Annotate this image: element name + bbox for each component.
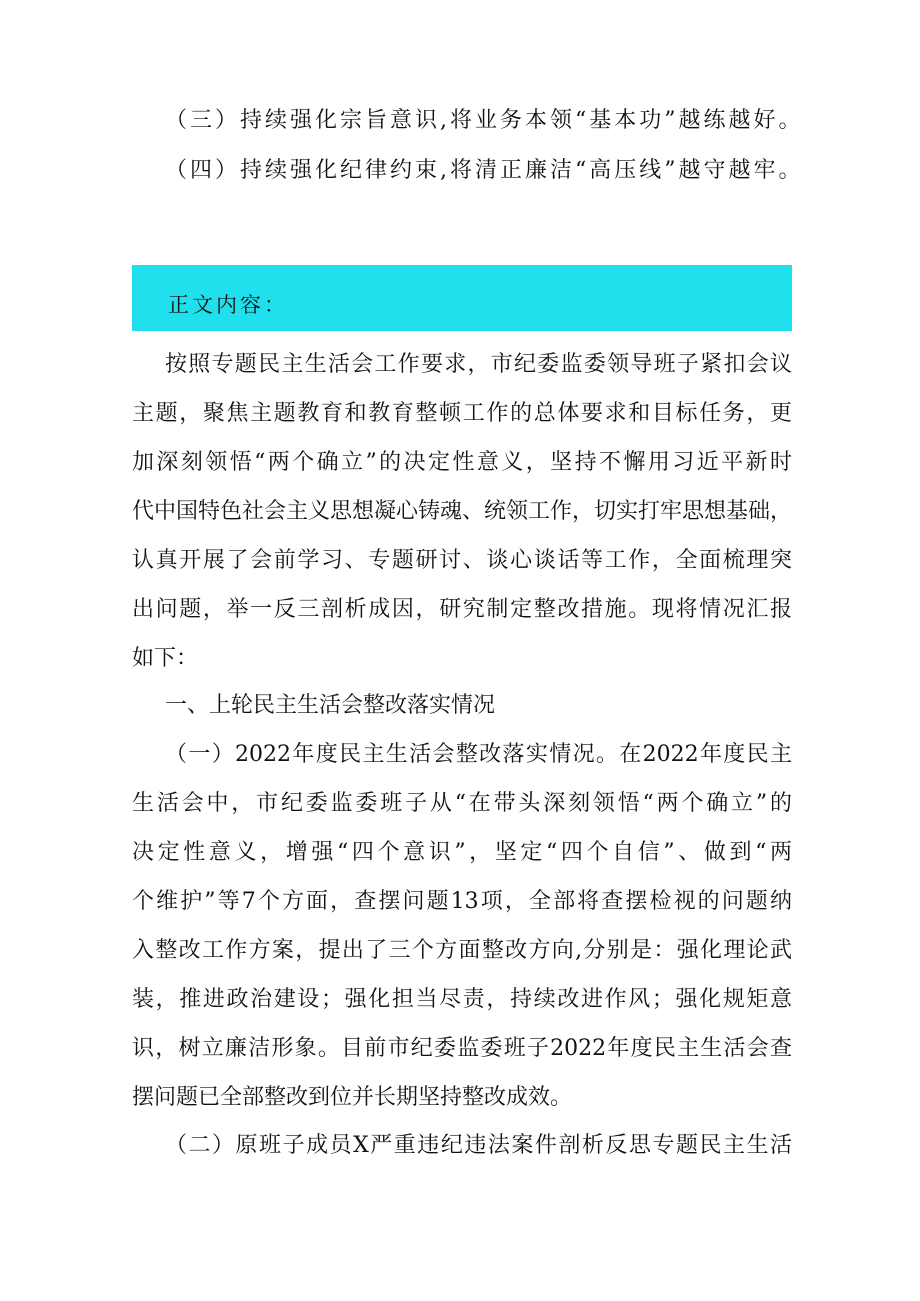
body-line: 主题，聚焦主题教育和教育整顿工作的总体要求和目标任务，更	[132, 401, 792, 426]
body-line: 认真开展了会前学习、专题研讨、谈心谈话等工作，全面梳理突	[132, 548, 792, 573]
section-heading: 一、上轮民主生活会整改落实情况	[165, 693, 496, 718]
body-line: 决定性意义，增强“四个意识”，坚定“四个自信”、做到“两	[132, 840, 792, 865]
body-line: 加深刻领悟“两个确立”的决定性意义，坚持不懈用习近平新时	[132, 450, 792, 475]
body-line: 装，推进政治建设；强化担当尽责，持续改进作风；强化规矩意	[132, 987, 792, 1012]
content-banner	[132, 265, 792, 331]
outline-item-4: （四）持续强化纪律约束,将清正廉洁“高压线”越守越牢。	[165, 158, 804, 183]
body-line: （二）原班子成员X严重违纪违法案件剖析反思专题民主生活	[165, 1133, 792, 1158]
body-line: 代中国特色社会主义思想凝心铸魂、统领工作，切实打牢思想基础，	[132, 499, 793, 524]
body-line: 出问题，举一反三剖析成因，研究制定整改措施。现将情况汇报	[132, 597, 792, 622]
body-line: 摆问题已全部整改到位并长期坚持整改成效。	[132, 1085, 573, 1110]
body-line: 如下：	[132, 646, 199, 671]
body-line: 识，树立廉洁形象。目前市纪委监委班子2022年度民主生活会查	[132, 1036, 792, 1061]
body-line: （一）2022年度民主生活会整改落实情况。在2022年度民主	[165, 742, 792, 767]
body-line: 入整改工作方案，提出了三个方面整改方向,分别是：强化理论武	[132, 938, 792, 963]
body-line: 个维护”等7个方面，查摆问题13项，全部将查摆检视的问题纳	[132, 889, 792, 914]
banner-label: 正文内容：	[168, 293, 288, 317]
body-line: 生活会中，市纪委监委班子从“在带头深刻领悟“两个确立”的	[132, 791, 792, 816]
outline-item-3: （三）持续强化宗旨意识,将业务本领“基本功”越练越好。	[165, 108, 804, 133]
body-line: 按照专题民主生活会工作要求，市纪委监委领导班子紧扣会议	[165, 352, 792, 377]
